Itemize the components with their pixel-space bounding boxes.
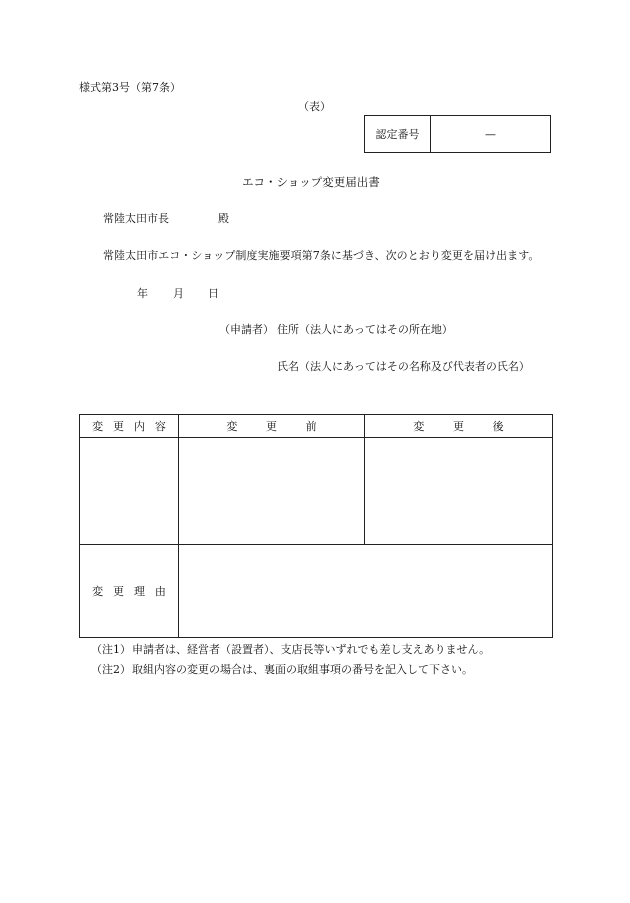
applicant-name-label: 氏名（法人にあってはその名称及び代表者の氏名） xyxy=(277,360,530,373)
certification-box xyxy=(364,115,551,153)
reason-label: 変更理由 xyxy=(80,545,179,638)
applicant-label: （申請者） xyxy=(219,323,274,336)
side-label: （表） xyxy=(298,100,331,113)
after-change-cell[interactable] xyxy=(365,438,553,545)
note-1 xyxy=(91,641,490,657)
before-change-cell[interactable] xyxy=(179,438,365,545)
applicant-address-label: 住所（法人にあってはその所在地） xyxy=(277,323,453,336)
table-row xyxy=(80,438,553,545)
note-text: 取組内容の変更の場合は、裏面の取組事項の番号を記入して下さい。 xyxy=(132,663,473,676)
intro-text: 常陸太田市エコ・ショップ制度実施要項第7条に基づき、次のとおり変更を届け出ます。 xyxy=(103,249,540,262)
form-number: 様式第3号（第7条） xyxy=(79,81,181,94)
certification-number-field[interactable]: — xyxy=(485,127,496,141)
note-number: （注2） xyxy=(91,663,131,676)
certification-label: 認定番号 xyxy=(365,116,431,152)
date-year-label: 年 xyxy=(137,287,148,300)
addressee-name: 常陸太田市長 xyxy=(103,212,169,225)
header-change-content: 変更内容 xyxy=(80,415,179,438)
document-title: エコ・ショップ変更届出書 xyxy=(242,175,380,189)
reason-row xyxy=(80,545,553,638)
header-before-change: 変更前 xyxy=(179,415,365,438)
date-month-label: 月 xyxy=(173,287,184,300)
change-table xyxy=(79,414,553,638)
note-text: 申請者は、経営者（設置者）、支店長等いずれでも差し支えありません。 xyxy=(132,643,491,656)
note-number: （注1） xyxy=(91,643,131,656)
addressee-honorific: 殿 xyxy=(218,212,229,225)
note-2 xyxy=(91,661,473,677)
change-content-cell[interactable] xyxy=(80,438,179,545)
header-after-change: 変更後 xyxy=(365,415,553,438)
table-header-row xyxy=(80,415,553,438)
reason-cell[interactable] xyxy=(179,545,553,638)
date-day-label: 日 xyxy=(208,287,219,300)
